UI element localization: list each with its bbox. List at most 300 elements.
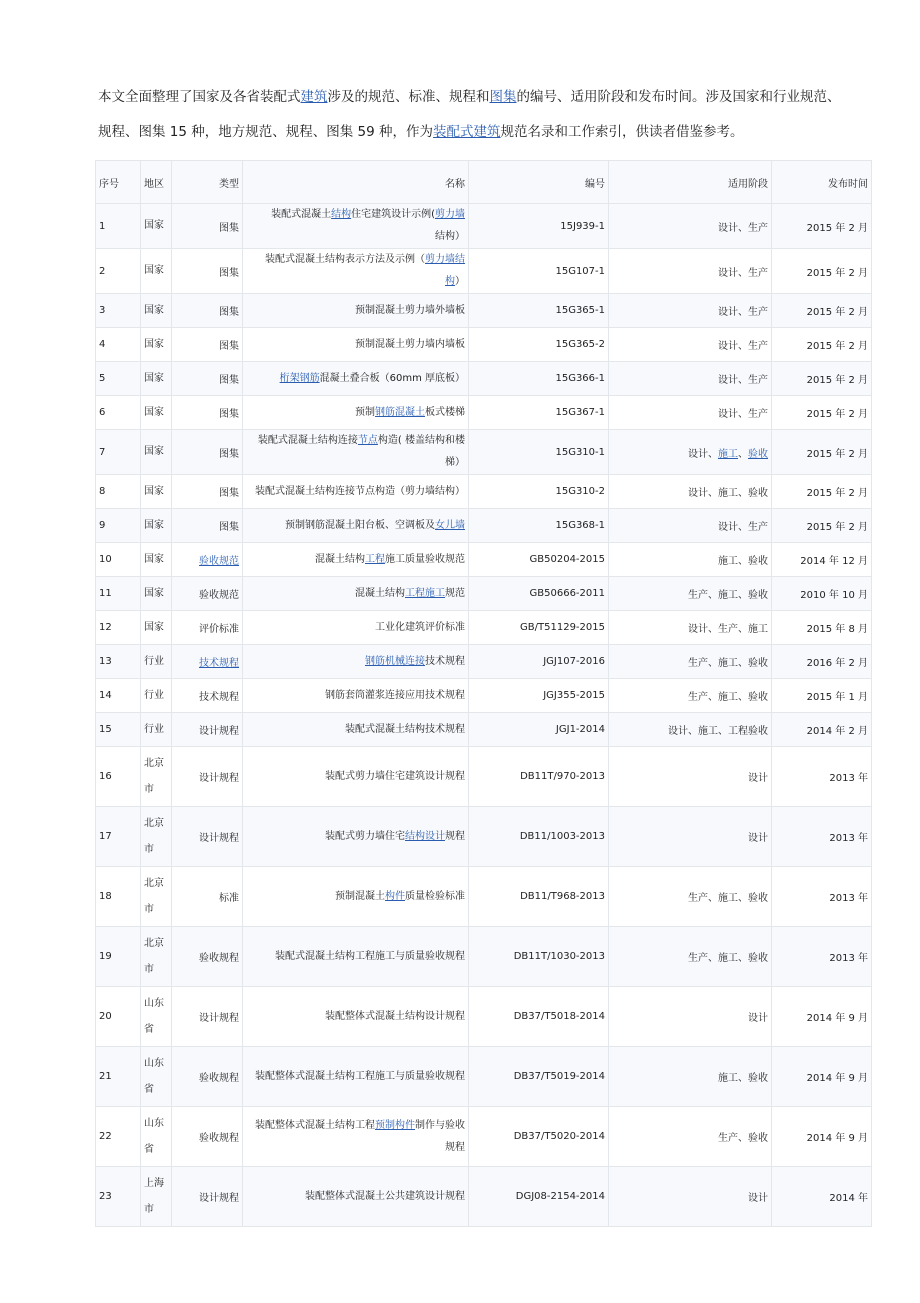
cell-code: JGJ355-2015 [469, 679, 609, 713]
table-body [96, 204, 872, 1227]
cell-code: DB11/T968-2013 [469, 867, 609, 927]
cell-date: 2015 年 2 月 [772, 509, 872, 543]
type-text: 技术规程 [199, 692, 239, 703]
type-text: 设计规程 [199, 726, 239, 737]
type-text: 验收规程 [199, 1133, 239, 1144]
cell-code: GB50666-2011 [469, 577, 609, 611]
cell-date: 2010 年 10 月 [772, 577, 872, 611]
stage-text: 设计、生产 [718, 307, 768, 318]
cell-region: 国家 [141, 396, 172, 430]
cell-type [172, 430, 243, 475]
type-text: 设计规程 [199, 773, 239, 784]
cell-type [172, 509, 243, 543]
type-text: 设计规程 [199, 1013, 239, 1024]
table-row [96, 430, 872, 475]
table-row [96, 294, 872, 328]
header-no: 序号 [96, 161, 141, 204]
cell-region: 北京市 [141, 807, 172, 867]
cell-code: DB37/T5018-2014 [469, 987, 609, 1047]
cell-code: DB11T/1030-2013 [469, 927, 609, 987]
header-stage: 适用阶段 [609, 161, 772, 204]
cell-type [172, 713, 243, 747]
cell-region: 国家 [141, 430, 172, 475]
cell-stage [609, 204, 772, 249]
table-row [96, 1047, 872, 1107]
name-text: 装配式剪力墙住宅 [325, 830, 405, 842]
cell-code: DB11/1003-2013 [469, 807, 609, 867]
type-text: 图集 [219, 267, 239, 279]
cell-region: 行业 [141, 713, 172, 747]
table-row [96, 1167, 872, 1227]
cell-stage [609, 713, 772, 747]
cell-type [172, 577, 243, 611]
cell-no: 15 [96, 713, 141, 747]
table-row [96, 867, 872, 927]
type-text: 图集 [219, 488, 239, 499]
stage-text: 生产、施工、验收 [688, 658, 768, 669]
cell-date: 2015 年 2 月 [772, 362, 872, 396]
type-text: 评价标准 [199, 624, 239, 635]
cell-no: 5 [96, 362, 141, 396]
cell-region: 国家 [141, 611, 172, 645]
cell-name [243, 430, 469, 475]
cell-type [172, 611, 243, 645]
cell-region: 国家 [141, 249, 172, 294]
name-text: 预制钢筋混凝土阳台板、空调板及 [285, 519, 435, 531]
name-link[interactable]: 预制构件 [375, 1119, 415, 1131]
cell-no: 9 [96, 509, 141, 543]
name-text: 装配式剪力墙住宅建筑设计规程 [325, 770, 465, 782]
stage-text: 设计 [748, 833, 768, 844]
intro-paragraph [98, 80, 868, 150]
name-text: 质量检验标准 [405, 890, 465, 902]
cell-type [172, 204, 243, 249]
cell-date: 2015 年 2 月 [772, 396, 872, 430]
type-text: 图集 [219, 222, 239, 234]
name-link[interactable]: 剪力墙结构 [425, 254, 465, 287]
name-text: 技术规程 [425, 655, 465, 667]
cell-code: 15G107-1 [469, 249, 609, 294]
cell-stage [609, 927, 772, 987]
cell-type [172, 328, 243, 362]
name-text: 装配式混凝土结构工程施工与质量验收规程 [275, 950, 465, 962]
cell-date: 2014 年 [772, 1167, 872, 1227]
name-text: 混凝土结构 [315, 553, 365, 565]
name-link[interactable]: 女儿墙 [435, 519, 465, 531]
header-code: 编号 [469, 161, 609, 204]
cell-no: 1 [96, 204, 141, 249]
name-text: 工业化建筑评价标准 [375, 621, 465, 633]
cell-no: 4 [96, 328, 141, 362]
cell-stage [609, 475, 772, 509]
name-link[interactable]: 结构设计 [405, 830, 445, 842]
cell-region: 国家 [141, 543, 172, 577]
cell-type [172, 294, 243, 328]
table-row [96, 543, 872, 577]
cell-region: 北京市 [141, 867, 172, 927]
cell-name [243, 927, 469, 987]
intro-line-1 [98, 80, 868, 115]
cell-stage [609, 430, 772, 475]
cell-region: 国家 [141, 509, 172, 543]
cell-stage [609, 867, 772, 927]
name-text: 构造( 楼盖结构和楼梯） [377, 435, 465, 468]
cell-region: 国家 [141, 294, 172, 328]
intro-line-2 [98, 115, 868, 150]
type-text: 图集 [219, 448, 239, 460]
type-text: 验收规程 [199, 1073, 239, 1084]
cell-date: 2013 年 [772, 927, 872, 987]
name-link[interactable]: 工程 [365, 553, 385, 565]
table-header-row [96, 161, 872, 204]
type-text: 设计规程 [199, 833, 239, 844]
cell-name [243, 713, 469, 747]
cell-date: 2015 年 2 月 [772, 204, 872, 249]
cell-no: 21 [96, 1047, 141, 1107]
name-text: 预制混凝土剪力墙外墙板 [355, 304, 465, 316]
cell-code: 15G365-2 [469, 328, 609, 362]
cell-name [243, 1107, 469, 1167]
cell-name [243, 249, 469, 294]
cell-name [243, 679, 469, 713]
cell-date: 2014 年 9 月 [772, 987, 872, 1047]
cell-stage [609, 1167, 772, 1227]
name-link[interactable]: 钢筋混凝土 [375, 406, 425, 418]
cell-name [243, 509, 469, 543]
cell-region: 国家 [141, 577, 172, 611]
stage-text: 施工、验收 [718, 556, 768, 567]
name-text: 装配式混凝土 [271, 209, 332, 220]
header-region: 地区 [141, 161, 172, 204]
name-text: 预制混凝土剪力墙内墙板 [355, 338, 465, 350]
header-date: 发布时间 [772, 161, 872, 204]
cell-name [243, 1167, 469, 1227]
cell-no: 2 [96, 249, 141, 294]
intro-link[interactable]: 装配式建筑 [433, 124, 501, 140]
cell-stage [609, 249, 772, 294]
table-row [96, 645, 872, 679]
cell-code: DB11T/970-2013 [469, 747, 609, 807]
cell-date: 2013 年 [772, 747, 872, 807]
name-text: 钢筋套筒灌浆连接应用技术规程 [325, 689, 465, 701]
cell-stage [609, 362, 772, 396]
cell-stage [609, 328, 772, 362]
stage-text: 设计、施工、验收 [688, 488, 768, 499]
name-text: 规程 [445, 830, 465, 842]
cell-no: 20 [96, 987, 141, 1047]
name-text: 装配整体式混凝土结构工程施工与质量验收规程 [255, 1070, 465, 1082]
table-row [96, 249, 872, 294]
stage-text: 生产、施工、验收 [688, 893, 768, 904]
cell-code: JGJ107-2016 [469, 645, 609, 679]
cell-stage [609, 645, 772, 679]
name-text: 装配式混凝土结构表示方法及示例（ [265, 254, 425, 265]
stage-text: 生产、施工、验收 [688, 692, 768, 703]
table-row [96, 927, 872, 987]
cell-code: 15G310-1 [469, 430, 609, 475]
cell-name [243, 294, 469, 328]
stage-text: 设计、生产 [718, 341, 768, 352]
cell-stage [609, 1047, 772, 1107]
type-text: 图集 [219, 409, 239, 420]
name-text: 装配式混凝土结构技术规程 [345, 723, 465, 735]
cell-code: JGJ1-2014 [469, 713, 609, 747]
cell-no: 18 [96, 867, 141, 927]
cell-no: 19 [96, 927, 141, 987]
cell-stage [609, 747, 772, 807]
intro-text: 规范名录和工作索引，供读者借鉴参考。 [500, 124, 744, 140]
cell-no: 10 [96, 543, 141, 577]
name-text: 板式楼梯 [425, 406, 465, 418]
cell-date: 2015 年 2 月 [772, 249, 872, 294]
stage-text: 设计 [748, 773, 768, 784]
stage-text: 设计、生产 [718, 522, 768, 533]
type-text: 设计规程 [199, 1193, 239, 1204]
name-text: 混凝土结构 [355, 587, 405, 599]
name-link[interactable]: 桁架钢筋 [279, 372, 320, 384]
stage-link[interactable]: 验收 [748, 448, 768, 460]
cell-code: 15J939-1 [469, 204, 609, 249]
table-row [96, 509, 872, 543]
name-text: 装配式混凝土结构连接 [257, 435, 358, 446]
cell-no: 16 [96, 747, 141, 807]
cell-stage [609, 987, 772, 1047]
table-row [96, 362, 872, 396]
cell-no: 6 [96, 396, 141, 430]
stage-text: 生产、施工、验收 [688, 953, 768, 964]
cell-type [172, 543, 243, 577]
cell-code: DB37/T5020-2014 [469, 1107, 609, 1167]
cell-no: 7 [96, 430, 141, 475]
cell-date: 2014 年 2 月 [772, 713, 872, 747]
type-text: 标准 [219, 893, 239, 904]
standards-table [95, 160, 872, 1227]
cell-no: 17 [96, 807, 141, 867]
type-link[interactable]: 技术规程 [199, 658, 239, 669]
stage-text: 生产、施工、验收 [688, 590, 768, 601]
cell-name [243, 747, 469, 807]
cell-no: 11 [96, 577, 141, 611]
cell-code: 15G310-2 [469, 475, 609, 509]
cell-no: 8 [96, 475, 141, 509]
cell-region: 国家 [141, 328, 172, 362]
cell-type [172, 396, 243, 430]
stage-link[interactable]: 施工 [718, 448, 738, 460]
cell-stage [609, 577, 772, 611]
name-text: 住宅建筑设计示例( [351, 209, 435, 220]
table-row [96, 747, 872, 807]
intro-link[interactable]: 建筑 [300, 89, 328, 105]
stage-text: 生产、验收 [718, 1133, 768, 1144]
name-text: 施工质量验收规范 [385, 553, 465, 565]
cell-date: 2013 年 [772, 867, 872, 927]
cell-stage [609, 807, 772, 867]
name-text: 预制 [355, 406, 375, 418]
type-text: 验收规范 [199, 590, 239, 601]
cell-date: 2015 年 2 月 [772, 294, 872, 328]
header-type: 类型 [172, 161, 243, 204]
cell-stage [609, 396, 772, 430]
cell-code: GB/T51129-2015 [469, 611, 609, 645]
table-row [96, 679, 872, 713]
cell-name [243, 362, 469, 396]
cell-code: 15G366-1 [469, 362, 609, 396]
stage-text: 施工、验收 [718, 1073, 768, 1084]
cell-name [243, 328, 469, 362]
cell-name [243, 396, 469, 430]
cell-type [172, 1167, 243, 1227]
cell-name [243, 867, 469, 927]
type-text: 图集 [219, 341, 239, 352]
cell-name [243, 1047, 469, 1107]
cell-no: 13 [96, 645, 141, 679]
table-row [96, 987, 872, 1047]
cell-no: 22 [96, 1107, 141, 1167]
intro-text: 的编号、适用阶段和发布时间。涉及国家和行业规范、 [516, 89, 841, 105]
cell-region: 行业 [141, 645, 172, 679]
cell-type [172, 747, 243, 807]
cell-stage [609, 294, 772, 328]
name-text: ） [455, 276, 465, 287]
cell-stage [609, 611, 772, 645]
name-text: 装配整体式混凝土公共建筑设计规程 [305, 1190, 465, 1202]
stage-text: 设计、生产 [718, 375, 768, 386]
name-link[interactable]: 构件 [385, 890, 405, 902]
intro-link[interactable]: 图集 [489, 89, 517, 105]
cell-name [243, 577, 469, 611]
cell-name [243, 807, 469, 867]
table-row [96, 577, 872, 611]
cell-region: 国家 [141, 362, 172, 396]
name-link[interactable]: 结构 [331, 209, 352, 220]
stage-text: 、 [738, 448, 748, 460]
intro-text: 涉及的规范、标准、规程和 [327, 89, 490, 105]
cell-type [172, 679, 243, 713]
cell-region: 山东省 [141, 987, 172, 1047]
name-text: 混凝土叠合板（60mm 厚底板） [319, 372, 465, 384]
cell-stage [609, 1107, 772, 1167]
header-name: 名称 [243, 161, 469, 204]
cell-code: 15G368-1 [469, 509, 609, 543]
cell-no: 23 [96, 1167, 141, 1227]
name-link[interactable]: 剪力墙 [435, 209, 465, 220]
cell-no: 14 [96, 679, 141, 713]
table-row [96, 475, 872, 509]
stage-text: 设计、 [688, 448, 718, 460]
cell-region: 行业 [141, 679, 172, 713]
name-text: 装配式混凝土结构连接节点构造（剪力墙结构） [255, 485, 465, 497]
type-text: 图集 [219, 307, 239, 318]
cell-name [243, 204, 469, 249]
cell-region: 北京市 [141, 927, 172, 987]
stage-text: 设计、生产 [718, 222, 768, 234]
cell-no: 12 [96, 611, 141, 645]
cell-date: 2014 年 12 月 [772, 543, 872, 577]
cell-type [172, 1107, 243, 1167]
cell-type [172, 475, 243, 509]
intro-text: 规程、图集 15 种，地方规范、规程、图集 59 种，作为 [98, 124, 434, 140]
cell-region: 山东省 [141, 1107, 172, 1167]
cell-name [243, 611, 469, 645]
type-text: 图集 [219, 375, 239, 386]
cell-type [172, 645, 243, 679]
cell-code: GB50204-2015 [469, 543, 609, 577]
cell-date: 2015 年 2 月 [772, 475, 872, 509]
cell-no: 3 [96, 294, 141, 328]
table-row [96, 1107, 872, 1167]
stage-text: 设计 [748, 1193, 768, 1204]
cell-date: 2015 年 2 月 [772, 328, 872, 362]
name-text: 规范 [445, 587, 465, 599]
type-text: 验收规程 [199, 953, 239, 964]
cell-date: 2014 年 9 月 [772, 1047, 872, 1107]
stage-text: 设计、生产 [718, 267, 768, 279]
name-text: 结构） [435, 231, 465, 242]
cell-date: 2013 年 [772, 807, 872, 867]
type-link[interactable]: 验收规范 [199, 556, 239, 567]
cell-date: 2015 年 2 月 [772, 430, 872, 475]
cell-name [243, 645, 469, 679]
stage-text: 设计、生产、施工 [688, 624, 768, 635]
cell-region: 国家 [141, 475, 172, 509]
cell-region: 上海市 [141, 1167, 172, 1227]
cell-date: 2015 年 8 月 [772, 611, 872, 645]
table-row [96, 204, 872, 249]
name-link[interactable]: 工程施工 [405, 587, 445, 599]
name-text: 制作与验收规程 [415, 1119, 465, 1153]
name-link[interactable]: 钢筋机械连接 [365, 655, 425, 667]
cell-stage [609, 679, 772, 713]
cell-type [172, 249, 243, 294]
cell-code: 15G365-1 [469, 294, 609, 328]
cell-code: 15G367-1 [469, 396, 609, 430]
stage-text: 设计 [748, 1013, 768, 1024]
cell-name [243, 475, 469, 509]
cell-type [172, 927, 243, 987]
name-text: 装配整体式混凝土结构工程 [255, 1119, 375, 1131]
cell-name [243, 543, 469, 577]
stage-text: 设计、施工、工程验收 [668, 726, 768, 737]
cell-stage [609, 543, 772, 577]
table-row [96, 396, 872, 430]
cell-region: 山东省 [141, 1047, 172, 1107]
name-link[interactable]: 节点 [357, 435, 378, 446]
cell-region: 北京市 [141, 747, 172, 807]
table-row [96, 611, 872, 645]
intro-text: 本文全面整理了国家及各省装配式 [98, 89, 301, 105]
table-row [96, 713, 872, 747]
cell-date: 2015 年 1 月 [772, 679, 872, 713]
cell-date: 2014 年 9 月 [772, 1107, 872, 1167]
cell-code: DB37/T5019-2014 [469, 1047, 609, 1107]
cell-code: DGJ08-2154-2014 [469, 1167, 609, 1227]
name-text: 预制混凝土 [335, 890, 385, 902]
table-row [96, 807, 872, 867]
type-text: 图集 [219, 522, 239, 533]
stage-text: 设计、生产 [718, 409, 768, 420]
cell-type [172, 867, 243, 927]
cell-type [172, 807, 243, 867]
cell-region: 国家 [141, 204, 172, 249]
cell-date: 2016 年 2 月 [772, 645, 872, 679]
cell-type [172, 1047, 243, 1107]
table-row [96, 328, 872, 362]
cell-type [172, 987, 243, 1047]
cell-stage [609, 509, 772, 543]
cell-name [243, 987, 469, 1047]
cell-type [172, 362, 243, 396]
name-text: 装配整体式混凝土结构设计规程 [325, 1010, 465, 1022]
